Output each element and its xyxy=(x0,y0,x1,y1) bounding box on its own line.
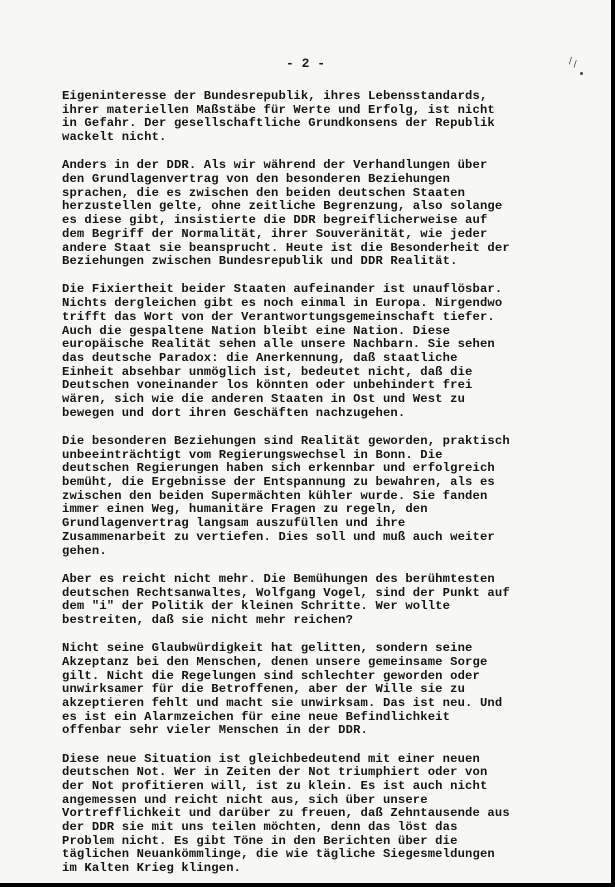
paragraph-1: Eigeninteresse der Bundesrepublik, ihres Lebensstandards, ihrer materiellen Maßstäbe für Werte und Erfolg, ist nicht in Gefahr. Der gesellschaftliche Grundkonsens der Republik wackelt nicht. xyxy=(62,89,495,145)
paragraph-7: Diese neue Situation ist gleichbedeutend mit einer neuen deutschen Not. Wer in Zeiten der Not triumphiert oder von der Not profitieren will, ist zu klein. Es ist auch nicht angemessen und reicht nicht aus, sich über unsere Vortrefflichkeit und darüber zu freuen, daß Zehntausende aus der DDR sie mit uns teilen möchten, denn das löst das Problem nicht. Es gibt Töne in den Berichten über die täglichen Neuankömmlinge, die wie tägliche Siegesmeldungen im Kalten Krieg klingen. xyxy=(62,751,510,876)
paragraph-6: Nicht seine Glaubwürdigkeit hat gelitten, sondern seine Akzeptanz bei den Menschen, denen unsere gemeinsame Sorge gilt. Nicht die Regelungen sind schlechter geworden oder unwirksamer für die Betroffenen, aber der Wille sie zu akzeptieren fehlt und macht sie unwirksam. Das ist neu. Und es ist ein Alarmzeichen für eine neue Befindlichkeit offenbar sehr vieler Menschen in der DDR. xyxy=(62,641,503,738)
page-number: - 2 - xyxy=(285,56,325,71)
body-text xyxy=(62,90,510,887)
scan-speck-icon xyxy=(580,72,583,75)
paragraph-2: Anders in der DDR. Als wir während der Verhandlungen über den Grundlagenvertrag von den besonderen Beziehungen sprachen, die es zwischen den beiden deutschen Staaten herzustellen gelte, ohne zeitliche Begrenzung, also solange es diese gibt, insistierte die DDR begreiflicherweise auf dem Begriff der Normalität, ihrer Souveränität, wie jeder andere Staat sie beansprucht. Heute ist die Besonderheit der Beziehungen zwischen Bundesrepublik und DDR Realität. xyxy=(62,158,510,269)
paragraph-4: Die besonderen Beziehungen sind Realität geworden, praktisch unbeeinträchtigt vom Regierungswechsel in Bonn. Die deutschen Regierungen haben sich erkennbar und erfolgreich bemüht, die Ergebnisse der Entspannung zu bewahren, als es zwischen den beiden Supermächten kühler wurde. Sie fanden immer einen Weg, humanitäre Fragen zu regeln, den Grundlagenvertrag langsam auszufüllen und ihre Zusammenarbeit zu vertiefen. Dies soll und muß auch weiter gehen. xyxy=(62,433,510,558)
paragraph-5: Aber es reicht nicht mehr. Die Bemühungen des berühmtesten deutschen Rechtsanwaltes, Wolfgang Vogel, sind der Punkt auf dem "i" der Politik der kleinen Schritte. Wer wollte bestreiten, daß sie nicht mehr reichen? xyxy=(62,571,510,627)
paragraph-3: Die Fixiertheit beider Staaten aufeinander ist unauflösbar. Nichts dergleichen gibt es noch einmal in Europa. Nirgendwo trifft das Wort von der Verantwortungsgemeinschaft tiefer. Auch die gespaltene Nation bleibt eine Nation. Diese europäische Realität sehen alle unsere Nachbarn. Sie sehen das deutsche Paradox: die Anerkennung, daß staatliche Einheit absehbar unmöglich ist, bedeutet nicht, daß die Deutschen voneinander los könnten oder unbehindert frei wären, sich wie die anderen Staaten in Ost und West zu bewegen und dort ihren Geschäften nachzugehen. xyxy=(62,282,503,420)
scan-artifact-icon: ∖∖ xyxy=(564,55,580,71)
